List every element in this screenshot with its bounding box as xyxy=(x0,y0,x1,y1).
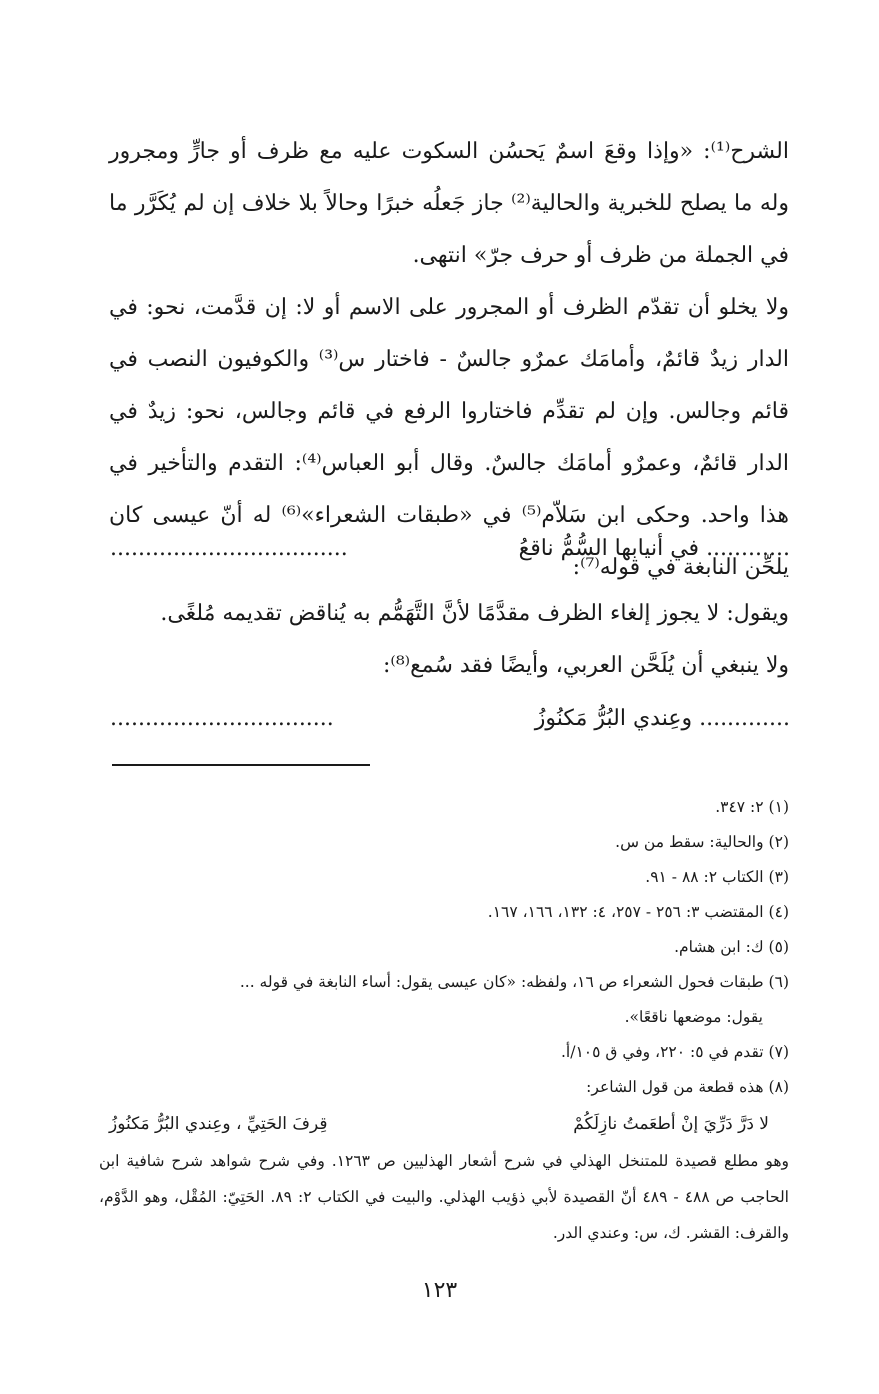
footnote-number: (٢) xyxy=(768,833,789,851)
footnote-number: (٣) xyxy=(768,868,789,886)
footnote-text: هذه قطعة من قول الشاعر: xyxy=(586,1078,764,1096)
footnote-number: (٦) xyxy=(768,973,789,991)
paragraph-commentary xyxy=(109,126,789,282)
verse-second-hemistich: ................................ xyxy=(110,706,334,731)
paragraph-note xyxy=(109,640,789,692)
verse-first-hemistich: ............ في أنيابها السُّمُّ ناقعُ xyxy=(518,536,790,561)
footnote-number: (٧) xyxy=(768,1043,789,1061)
footnote-body: وهو مطلع قصيدة للمتنخل الهذلي في شرح أشعار الهذليين ص ١٢٦٣. وفي شرح شواهد شرح شافية ابن الحاجب ص ٤٨٨ - ٤٨٩ أنّ القصيدة لأبي ذؤيب الهذلي. والبيت في الكتاب ٢: ٨٩. الحَتِيّ: المُقْل، وهو الدَّوْم، والقرف: القشر. ك، س: وعندي الدر. xyxy=(99,1152,790,1242)
verse-second-hemistich: .................................. xyxy=(110,536,348,561)
paragraph-text: ويقول: لا يجوز إلغاء الظرف مقدَّمًا لأنَّ التَّهَمُّم به يُناقض تقديمه مُلغًى. xyxy=(160,601,789,626)
footnote-verse-second: قِرفَ الحَتِيِّ ، وعِندي البُرُّ مَكنُوزُ xyxy=(109,1114,328,1134)
footnotes xyxy=(99,790,789,1251)
footnote-number: (٥) xyxy=(768,938,789,956)
footnote-number: (٤) xyxy=(768,903,789,921)
footnote-item xyxy=(99,825,789,860)
footnote-text: ٢: ٣٤٧. xyxy=(715,798,764,816)
verse-line xyxy=(110,706,790,746)
footnote-text: الكتاب ٢: ٨٨ - ٩١. xyxy=(645,868,764,886)
footnote-continuation: يقول: موضعها ناقعًا». xyxy=(624,1008,763,1026)
footnote-item xyxy=(99,1035,789,1070)
footnote-item xyxy=(99,860,789,895)
footnote-verse xyxy=(99,1105,789,1143)
verse-first-hemistich: ............. وعِندي البُرُّ مَكنُوزُ xyxy=(534,706,790,731)
verse-line xyxy=(110,536,790,576)
footnote-item xyxy=(99,965,789,1035)
footnote-number: (٨) xyxy=(768,1078,789,1096)
paragraph-text: ولا يخلو أن تقدّم الظرف أو المجرور على الاسم أو لا: إن قدَّمت، نحو: في الدار زيدٌ قائمٌ، وأمامَك عمرٌو جالسٌ - فاختار س⁽³⁾ والكوفيون النصب في قائم وجالس. وإن لم تقدِّم فاختاروا الرفع في قائم وجالس، نحو: زيدٌ في الدار قائمٌ، وعمرٌو أمامَك جالسٌ. وقال أبو العباس⁽⁴⁾: التقدم والتأخير في هذا واحد. وحكى ابن سَلاّم⁽⁵⁾ في «طبقات الشعراء»⁽⁶⁾ له أنّ عيسى كان يلحِّن النابغة في قوله⁽⁷⁾: xyxy=(109,295,789,580)
footnote-text: طبقات فحول الشعراء ص ١٦، ولفظه: «كان عيسى يقول: أساء النابغة في قوله ... xyxy=(239,973,764,991)
footnote-item xyxy=(99,1070,789,1105)
footnote-text: تقدم في ٥: ٢٢٠، وفي ق ١٠٥/أ. xyxy=(560,1043,764,1061)
footnote-text: ك: ابن هشام. xyxy=(674,938,764,956)
paragraph-text: ولا ينبغي أن يُلَحَّن العربي، وأيضًا فقد سُمع⁽⁸⁾: xyxy=(383,653,789,678)
footnote-verse-first: لا دَرَّ دَرِّيَ إنْ أطعَمتُ نازِلَكُمْ xyxy=(573,1114,769,1134)
footnote-item xyxy=(99,895,789,930)
footnote-text: والحالية: سقط من س. xyxy=(615,833,764,851)
footnote-number: (١) xyxy=(768,798,789,816)
footnote-item xyxy=(99,790,789,825)
footnote-text: المقتضب ٣: ٢٥٦ - ٢٥٧، ٤: ١٣٢، ١٦٦، ١٦٧. xyxy=(487,903,764,921)
paragraph-statement xyxy=(109,588,789,640)
footnote-separator xyxy=(112,764,370,766)
page-number: ١٢٣ xyxy=(421,1278,458,1303)
footnote-item xyxy=(99,930,789,965)
paragraph-text: الشرح⁽¹⁾: «وإذا وقعَ اسمٌ يَحسُن السكوت عليه مع ظرف أو جارٍّ ومجرور وله ما يصلح للخبرية والحالية⁽²⁾ جاز جَعلُه خبرًا وحالاً بلا خلاف إن لم يُكَرَّر ما في الجملة من ظرف أو حرف جرّ» انتهى. xyxy=(109,139,789,268)
